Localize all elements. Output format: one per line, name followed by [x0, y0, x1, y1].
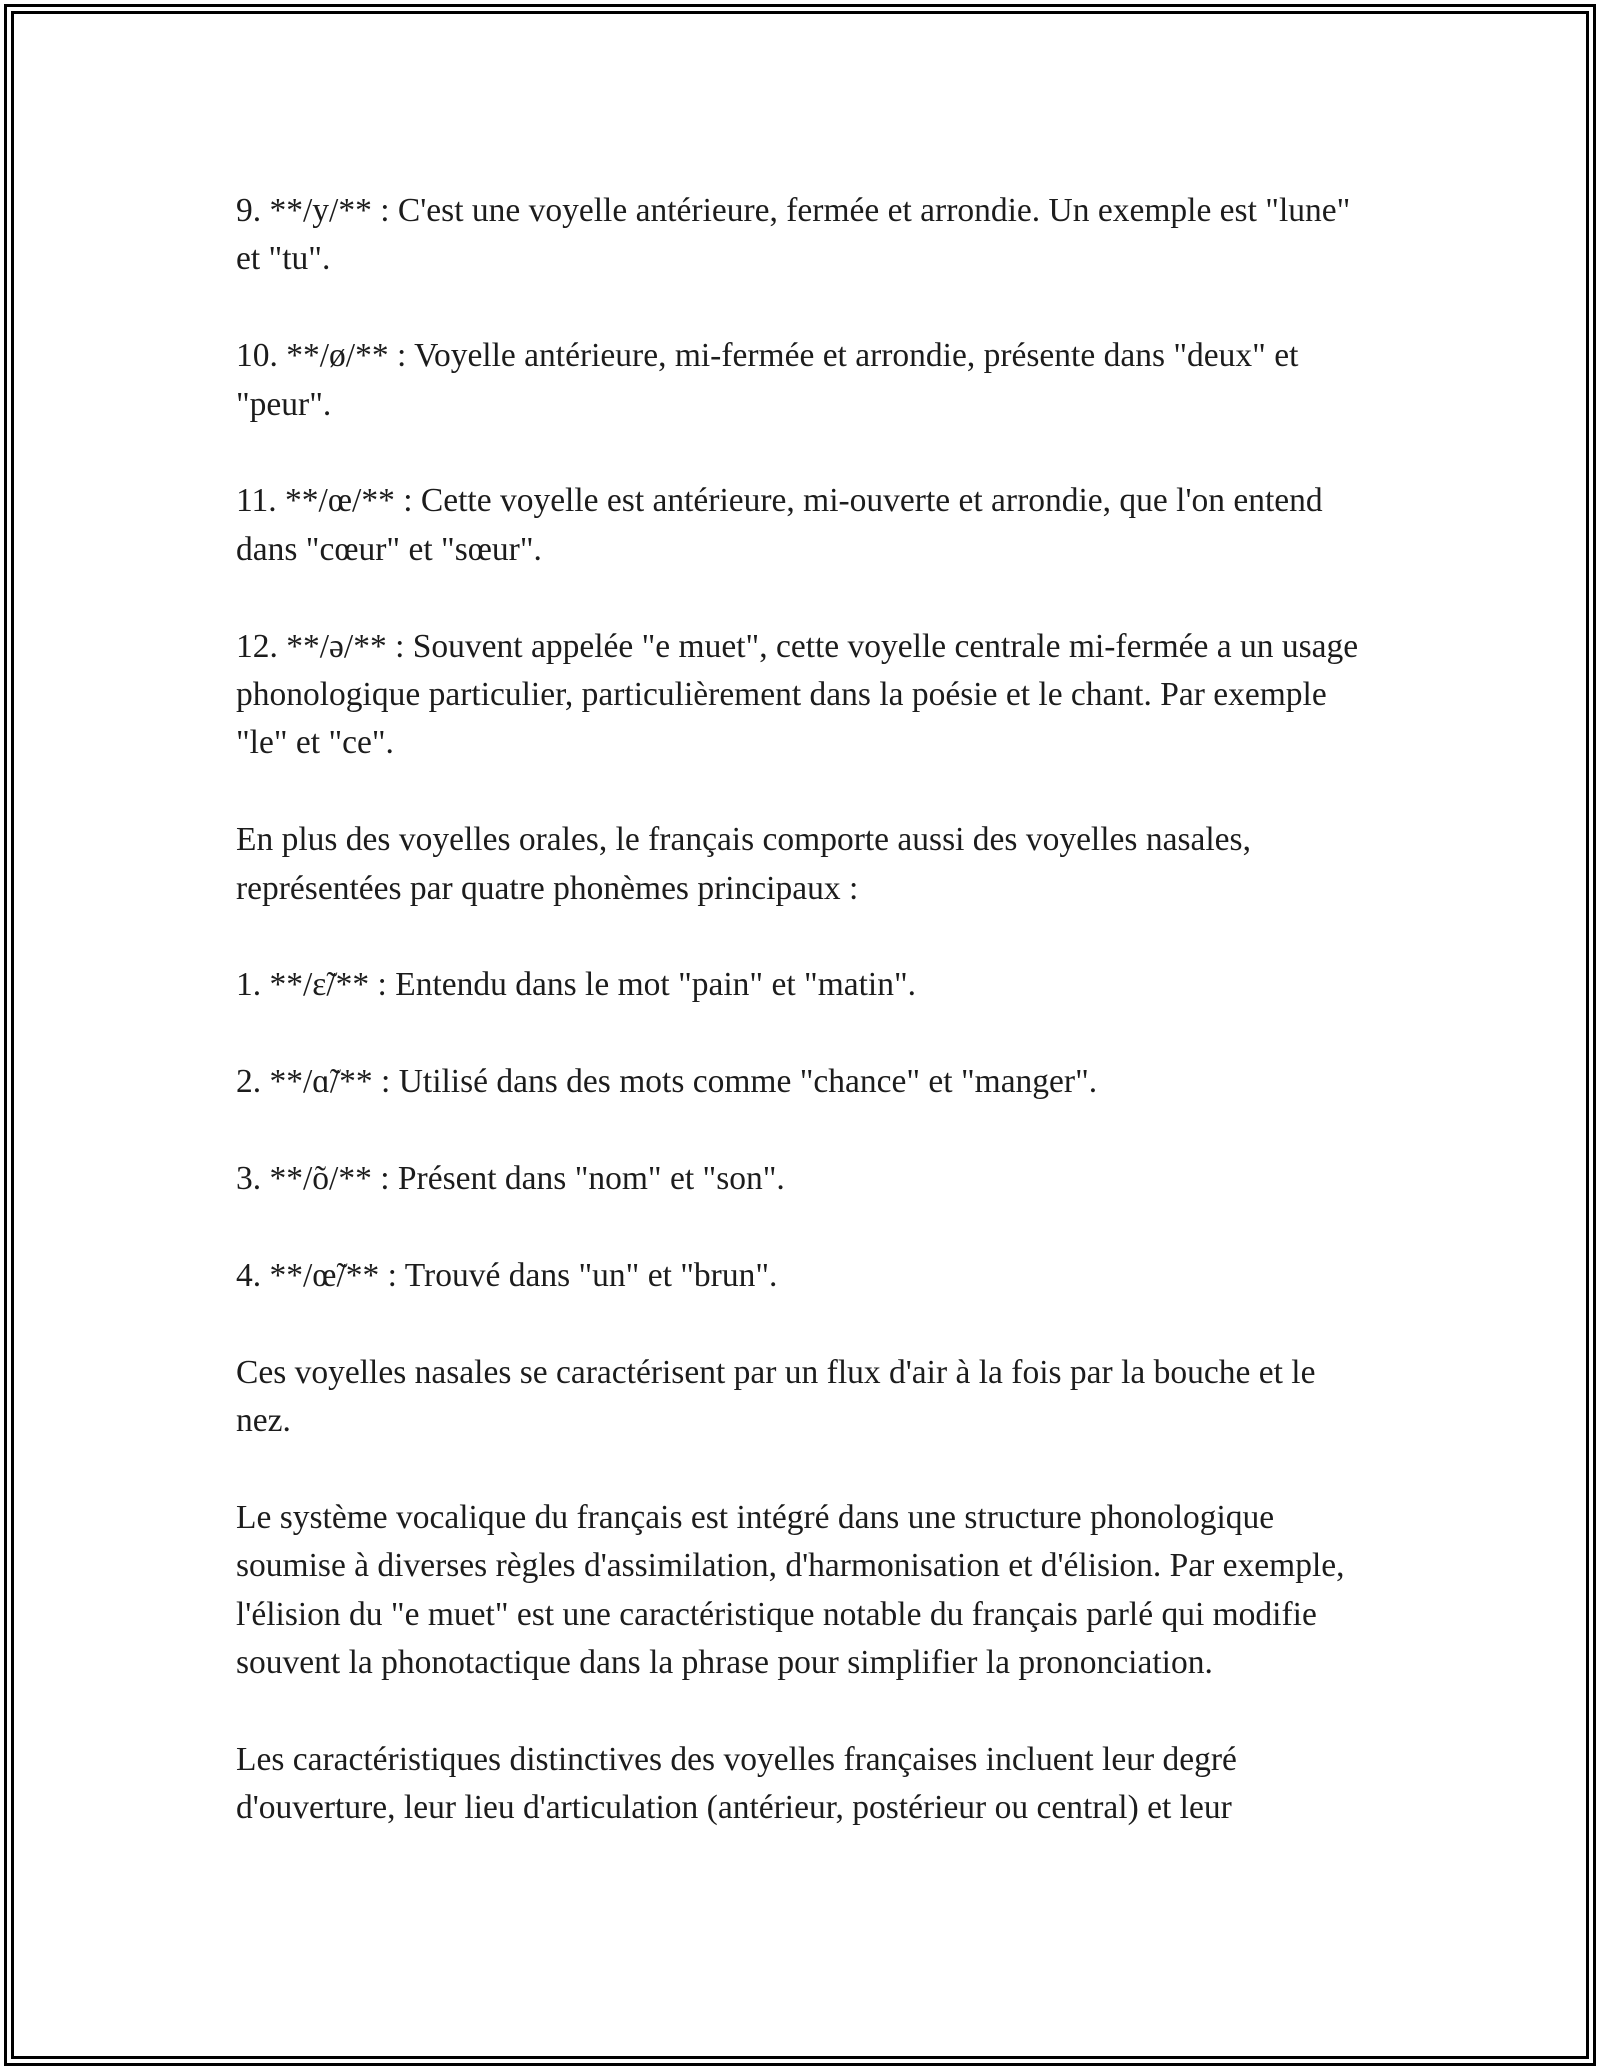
paragraph-nasal-airflow: Ces voyelles nasales se caractérisent par un flux d'air à la fois par la bouche et le nez. [236, 1353, 1316, 1440]
paragraph-vowel-o-slash: 10. **/ø/** : Voyelle antérieure, mi-fermée et arrondie, présente dans "deux" et "peur". [236, 337, 1299, 423]
paragraph-vowel-oe: 11. **/œ/** : Cette voyelle est antérieure, mi-ouverte et arrondie, que l'on entend dans "cœur" et "sœur". [236, 482, 1323, 568]
paragraph-vowel-y: 9. **/y/** : C'est une voyelle antérieure, fermée et arrondie. Un exemple est "lune" et "tu". [236, 192, 1351, 278]
paragraph-nasal-2: 2. **/ɑ̃/** : Utilisé dans des mots comme "chance" et "manger". [236, 1063, 1098, 1101]
paragraph-nasal-3: 3. **/õ/** : Présent dans "nom" et "son". [236, 1160, 785, 1198]
paragraph-nasal-intro: En plus des voyelles orales, le français comporte aussi des voyelles nasales, représentées par quatre phonèmes principaux : [236, 821, 1251, 907]
paragraph-nasal-4: 4. **/œ̃/** : Trouvé dans "un" et "brun". [236, 1256, 778, 1294]
document-body [236, 187, 1366, 1881]
paragraph-vocalic-system: Le système vocalique du français est intégré dans une structure phonologique soumise à diverses règles d'assimilation, d'harmonisation et d'élision. Par exemple, l'élision du "e muet" est une caractéristique notable du français parlé qui modifie souvent la phonotactique dans la phrase pour simplifier la prononciation. [236, 1498, 1345, 1682]
paragraph-nasal-1: 1. **/ɛ̃/** : Entendu dans le mot "pain" et "matin". [236, 966, 917, 1004]
paragraph-vowel-schwa: 12. **/ə/** : Souvent appelée "e muet", cette voyelle centrale mi-fermée a un usage phonologique particulier, particulièrement dans la poésie et le chant. Par exemple "le" et "ce". [236, 627, 1359, 762]
paragraph-distinctive-features: Les caractéristiques distinctives des voyelles françaises incluent leur degré d'ouverture, leur lieu d'articulation (antérieur, postérieur ou central) et leur [236, 1740, 1237, 1827]
